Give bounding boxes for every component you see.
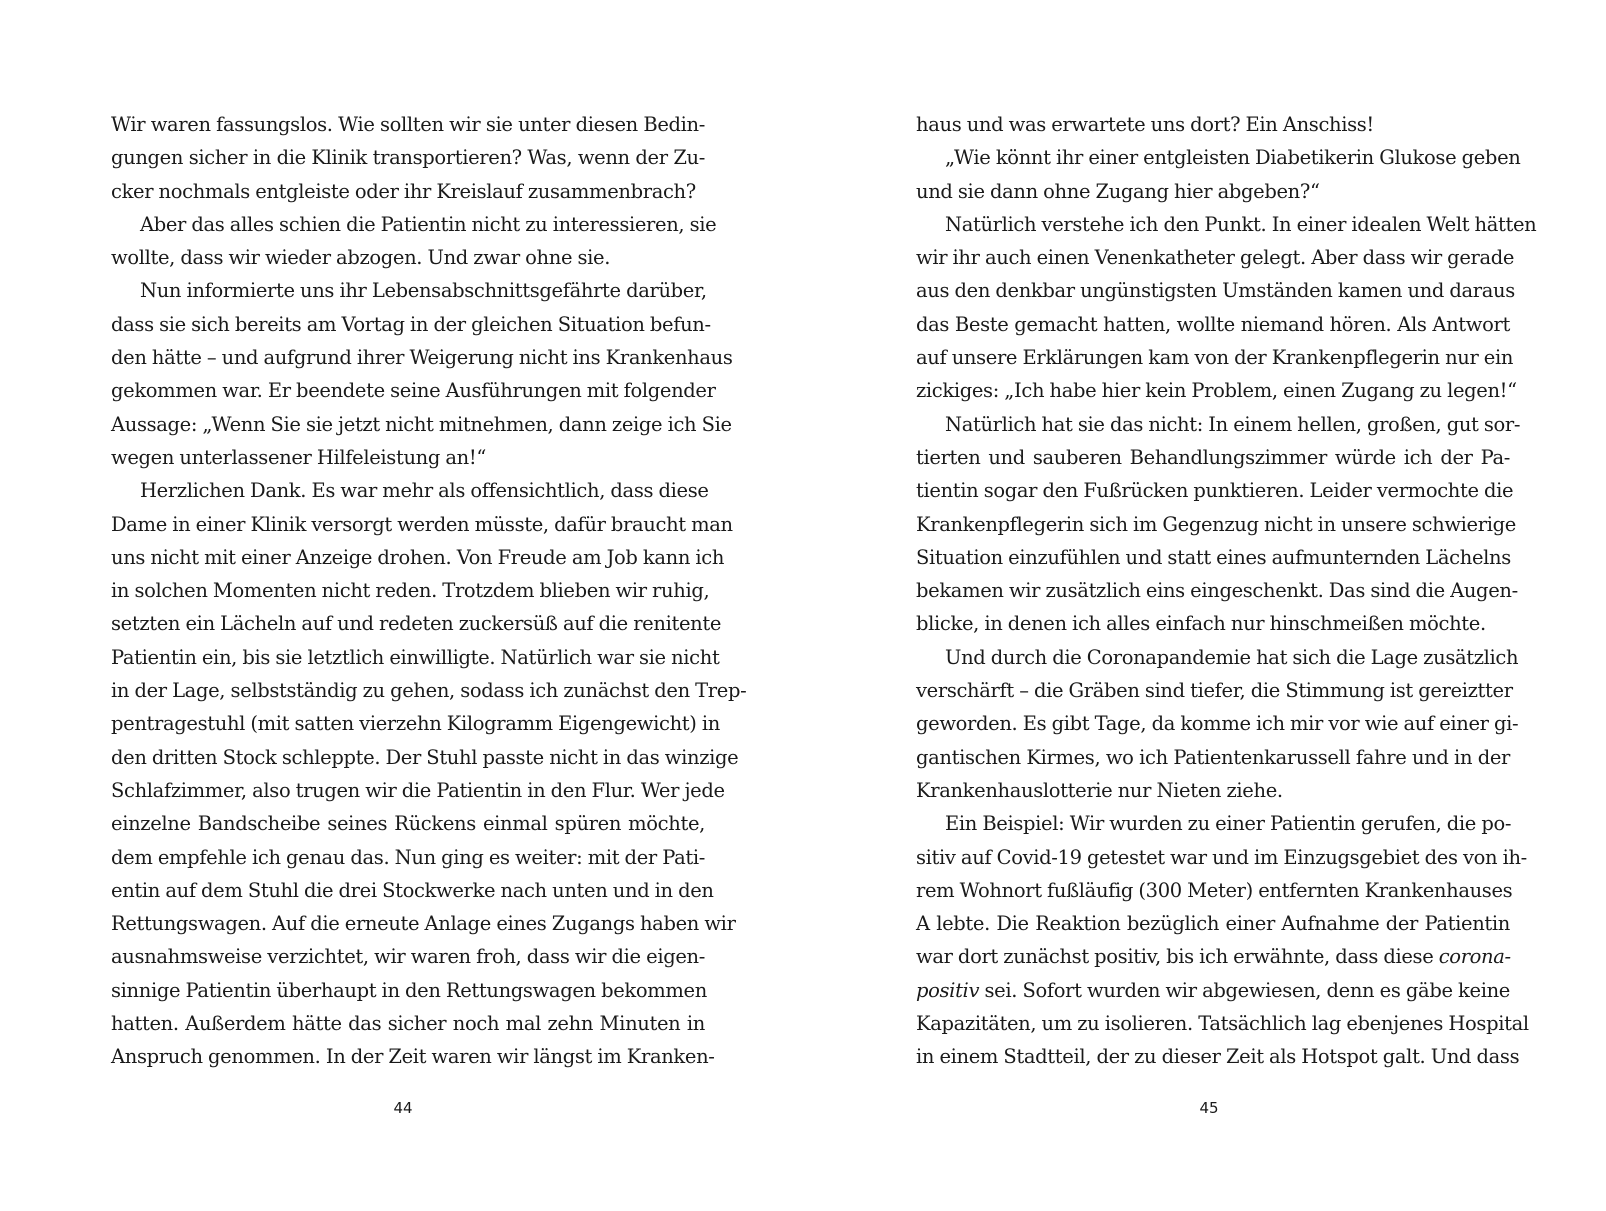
line-text: ausnahmsweise verzichtet, wir waren froh, dass wir die eigen-: [111, 945, 705, 969]
line-text: Wir waren fassungslos. Wie sollten wir sie unter diesen Bedin-: [111, 113, 705, 136]
line-text: Ein Beispiel: Wir wurden zu einer Patientin gerufen, die po-: [945, 812, 1512, 836]
text-line: [916, 841, 1527, 874]
line-text: auf unsere Erklärungen kam von der Krankenpflegerin nur ein: [916, 346, 1514, 370]
text-line: [916, 141, 1521, 174]
italic-text: positiv: [916, 978, 980, 1002]
text-line: [916, 940, 1510, 973]
line-text: Nun informierte uns ihr Lebensabschnittsgefährte darüber,: [140, 279, 707, 303]
text-line: [916, 508, 1516, 541]
text-line: [916, 607, 1510, 640]
text-line: [111, 374, 716, 407]
text-line: [916, 408, 1521, 441]
text-line: [111, 641, 720, 674]
text-line: [111, 541, 725, 574]
text-line: [916, 175, 1510, 208]
line-text: dem empfehle ich genau das. Nun ging es weiter: mit der Pati-: [111, 845, 705, 869]
text-line: [111, 841, 705, 874]
text-line: [916, 774, 1510, 807]
text-line: [111, 408, 732, 441]
text-line: [111, 175, 705, 208]
line-text: uns nicht mit einer Anzeige drohen. Von Freude am Job kann ich: [111, 545, 725, 569]
line-text: A lebte. Die Reaktion bezüglich einer Aufnahme der Patientin: [916, 912, 1510, 936]
text-line: [916, 474, 1514, 507]
text-line: [111, 807, 705, 840]
line-text: Herzlichen Dank. Es war mehr als offensichtlich, dass diese: [140, 479, 709, 503]
line-text: Aber das alles schien die Patientin nicht zu interessieren, sie: [140, 212, 717, 236]
text-line: [916, 707, 1519, 740]
text-line: [916, 874, 1513, 907]
italic-text: corona-: [1438, 945, 1511, 969]
line-text: entin auf dem Stuhl die drei Stockwerke nach unten und in den: [111, 878, 714, 902]
text-line: [111, 474, 709, 507]
text-line: [916, 1040, 1520, 1073]
line-text: in einem Stadtteil, der zu dieser Zeit als Hotspot galt. Und dass: [916, 1045, 1520, 1069]
text-line: [111, 1040, 715, 1073]
line-text: cker nochmals entgleiste oder ihr Kreislauf zusammenbrach?: [111, 179, 696, 203]
text-line: [111, 108, 705, 141]
line-text: Patientin ein, bis sie letztlich einwilligte. Natürlich war sie nicht: [111, 645, 720, 669]
text-line: [916, 208, 1537, 241]
page-number-right: 45: [1199, 1099, 1219, 1117]
line-text: verschärft – die Gräben sind tiefer, die Stimmung ist gereiztter: [916, 679, 1513, 703]
text-line: [111, 774, 725, 807]
line-text: geworden. Es gibt Tage, da komme ich mir vor wie auf einer gi-: [916, 712, 1519, 736]
text-line: [111, 208, 717, 241]
line-text: aus den denkbar ungünstigsten Umständen kamen und daraus: [916, 279, 1515, 303]
right-page: [803, 0, 1606, 1211]
line-text: und sie dann ohne Zugang hier abgeben?“: [916, 179, 1320, 203]
line-text: sitiv auf Covid-19 getestet war und im Einzugsgebiet des von ih-: [916, 845, 1527, 869]
line-text: haus und was erwartete uns dort? Ein Anschiss!: [916, 113, 1374, 136]
text-line: [916, 241, 1515, 274]
line-text: rem Wohnort fußläufig (300 Meter) entfernten Krankenhauses: [916, 878, 1513, 902]
text-line: [111, 707, 720, 740]
line-text: dass sie sich bereits am Vortag in der gleichen Situation befun-: [111, 312, 711, 336]
page-number-left: 44: [393, 1099, 413, 1117]
text-line: [111, 974, 705, 1007]
line-text: Krankenhauslotterie nur Nieten ziehe.: [916, 778, 1283, 802]
line-text: Natürlich verstehe ich den Punkt. In einer idealen Welt hätten: [945, 212, 1537, 236]
line-text: in solchen Momenten nicht reden. Trotzdem blieben wir ruhig,: [111, 579, 710, 603]
text-line: [916, 108, 1510, 141]
text-line: [916, 574, 1518, 607]
line-text: Kapazitäten, um zu isolieren. Tatsächlich lag ebenjenes Hospital: [916, 1012, 1529, 1036]
line-text: „Wie könnt ihr einer entgleisten Diabetikerin Glukose geben: [945, 146, 1521, 170]
text-line: [916, 374, 1517, 407]
line-text: gantischen Kirmes, wo ich Patientenkarussell fahre und in der: [916, 745, 1510, 769]
text-line: [111, 874, 714, 907]
line-text: bekamen wir zusätzlich eins eingeschenkt. Das sind die Augen-: [916, 579, 1518, 603]
line-text: war dort zunächst positiv, bis ich erwähnte, dass diese: [916, 945, 1439, 969]
line-text: Aussage: „Wenn Sie sie jetzt nicht mitnehmen, dann zeige ich Sie: [111, 412, 732, 436]
text-line: [111, 241, 705, 274]
line-text: Situation einzufühlen und statt eines aufmunternden Lächelns: [916, 545, 1511, 569]
text-line: [111, 940, 705, 973]
text-line: [111, 441, 705, 474]
text-line: [916, 907, 1510, 940]
text-line: [111, 341, 733, 374]
text-line: [111, 1007, 705, 1040]
line-text: gungen sicher in die Klinik transportieren? Was, wenn der Zu-: [111, 146, 705, 170]
line-text: sei. Sofort wurden wir abgewiesen, denn es gäbe keine: [979, 978, 1510, 1002]
text-line: [111, 574, 710, 607]
line-text: Krankenpflegerin sich im Gegenzug nicht in unsere schwierige: [916, 512, 1516, 536]
line-text: in der Lage, selbstständig zu gehen, sodass ich zunächst den Trep-: [111, 679, 747, 703]
text-line: [916, 308, 1510, 341]
line-text: Dame in einer Klinik versorgt werden müsste, dafür braucht man: [111, 512, 733, 536]
line-text: den dritten Stock schleppte. Der Stuhl passte nicht in das winzige: [111, 745, 739, 769]
text-line: [916, 541, 1510, 574]
text-line: [916, 641, 1519, 674]
text-line: [916, 741, 1510, 774]
line-text: Rettungswagen. Auf die erneute Anlage eines Zugangs haben wir: [111, 912, 736, 936]
line-text: hatten. Außerdem hätte das sicher noch mal zehn Minuten in: [111, 1012, 705, 1036]
text-line: [111, 741, 739, 774]
left-page-text: [111, 108, 747, 1074]
text-line: [111, 308, 711, 341]
line-text: setzten ein Lächeln auf und redeten zuckersüß auf die renitente: [111, 612, 722, 636]
line-text: wollte, dass wir wieder abzogen. Und zwar ohne sie.: [111, 246, 611, 270]
line-text: zickiges: „Ich habe hier kein Problem, einen Zugang zu legen!“: [916, 379, 1517, 403]
text-line: [916, 1007, 1529, 1040]
line-text: wir ihr auch einen Venenkatheter gelegt. Aber dass wir gerade: [916, 246, 1515, 270]
text-line: [916, 441, 1510, 474]
text-line: [111, 508, 733, 541]
line-text: tierten und sauberen Behandlungszimmer würde ich der Pa-: [916, 445, 1510, 469]
text-line: [916, 274, 1515, 307]
line-text: sinnige Patientin überhaupt in den Rettungswagen bekommen: [111, 978, 707, 1002]
line-text: tientin sogar den Fußrücken punktieren. Leider vermochte die: [916, 479, 1514, 503]
line-text: pentragestuhl (mit satten vierzehn Kilogramm Eigengewicht) in: [111, 712, 720, 736]
text-line: [111, 141, 705, 174]
text-line: [111, 907, 736, 940]
text-line: [916, 807, 1510, 840]
line-text: blicke, in denen ich alles einfach nur hinschmeißen möchte.: [916, 612, 1486, 636]
text-line: [111, 607, 722, 640]
line-text: wegen unterlassener Hilfeleistung an!“: [111, 445, 486, 469]
line-text: Und durch die Coronapandemie hat sich die Lage zusätzlich: [945, 645, 1519, 669]
text-line: [111, 674, 747, 707]
text-line: [111, 274, 705, 307]
line-text: Schlafzimmer, also trugen wir die Patientin in den Flur. Wer jede: [111, 778, 725, 802]
line-text: den hätte – und aufgrund ihrer Weigerung nicht ins Krankenhaus: [111, 346, 733, 370]
line-text: einzelne Bandscheibe seines Rückens einmal spüren möchte,: [111, 812, 705, 836]
text-line: [916, 974, 1510, 1007]
line-text: das Beste gemacht hatten, wollte niemand hören. Als Antwort: [916, 312, 1510, 336]
text-line: [916, 341, 1514, 374]
text-line: [916, 674, 1513, 707]
right-page-text: [916, 108, 1537, 1074]
line-text: Anspruch genommen. In der Zeit waren wir längst im Kranken-: [111, 1045, 715, 1069]
line-text: gekommen war. Er beendete seine Ausführungen mit folgender: [111, 379, 716, 403]
line-text: Natürlich hat sie das nicht: In einem hellen, großen, gut sor-: [945, 412, 1521, 436]
